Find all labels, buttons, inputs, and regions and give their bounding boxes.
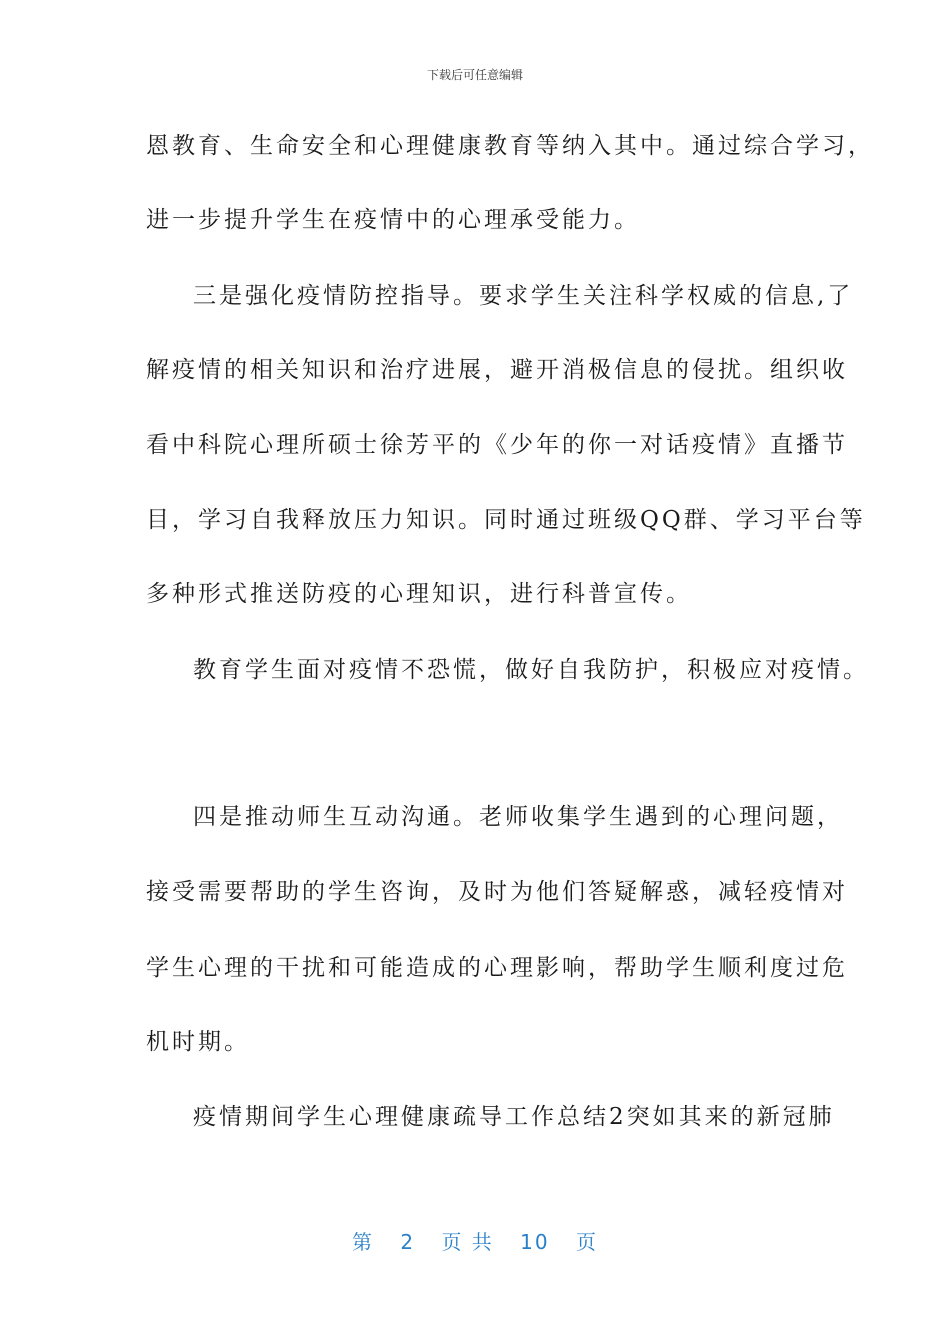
text-line: 接受需要帮助的学生咨询，及时为他们答疑解惑，减轻疫情对 [146, 879, 848, 905]
text-line: 机时期。 [146, 1029, 250, 1055]
text-line: 进一步提升学生在疫情中的心理承受能力。 [146, 207, 640, 233]
paragraph-start-line: 四是推动师生互动沟通。老师收集学生遇到的心理问题， [193, 804, 843, 830]
footer-mid: 页 共 [441, 1230, 494, 1254]
footer-total-pages: 10 [520, 1230, 550, 1254]
page-footer [0, 1226, 950, 1255]
paragraph-start-line: 教育学生面对疫情不恐慌，做好自我防护，积极应对疫情。 [193, 657, 869, 683]
text-line: 学生心理的干扰和可能造成的心理影响，帮助学生顺利度过危 [146, 955, 848, 981]
text-line: 恩教育、生命安全和心理健康教育等纳入其中。通过综合学习， [146, 133, 874, 159]
footer-suffix: 页 [575, 1230, 598, 1254]
footer-page-number: 2 [400, 1230, 416, 1254]
paragraph-start-line: 三是强化疫情防控指导。要求学生关注科学权威的信息,了 [193, 283, 854, 309]
footer-prefix: 第 [352, 1230, 374, 1254]
page-header-note: 下载后可任意编辑 [426, 68, 523, 82]
text-line: 解疫情的相关知识和治疗进展，避开消极信息的侵扰。组织收 [146, 357, 848, 383]
text-line: 多种形式推送防疫的心理知识，进行科普宣传。 [146, 581, 692, 607]
text-line: 看中科院心理所硕士徐芳平的《少年的你一对话疫情》直播节 [146, 432, 848, 458]
paragraph-start-line: 疫情期间学生心理健康疏导工作总结2突如其来的新冠肺 [193, 1104, 835, 1130]
text-line: 目，学习自我释放压力知识。同时通过班级QQ群、学习平台等 [146, 507, 866, 533]
